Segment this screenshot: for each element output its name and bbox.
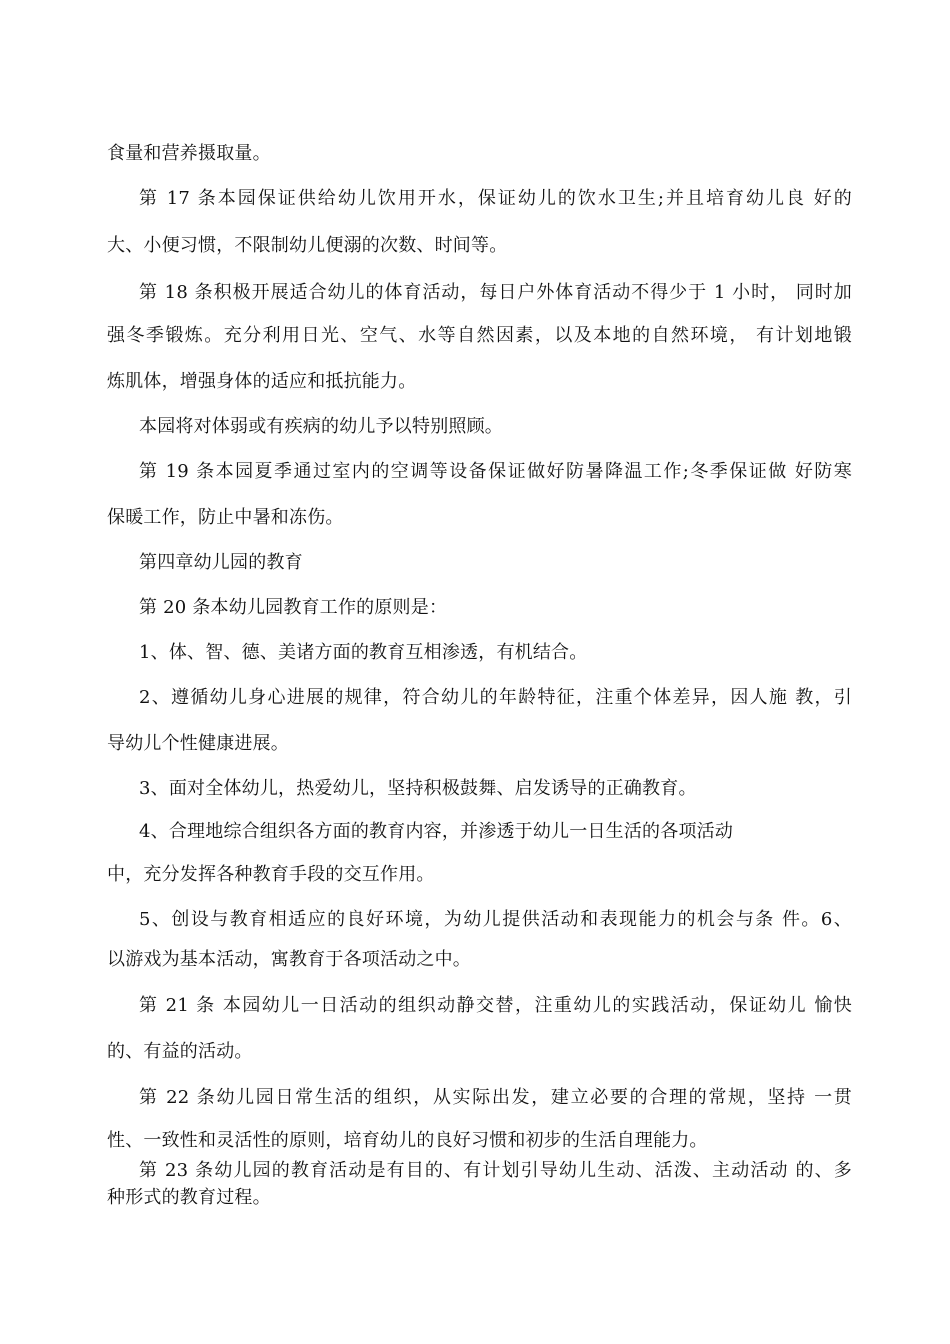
list-item: 1、体、智、德、美诸方面的教育互相渗透，有机结合。 bbox=[139, 642, 588, 663]
text-line: 食量和营养摄取量。 bbox=[107, 143, 271, 164]
article-21-line: 第 21 条 本园幼儿一日活动的组织动静交替，注重幼儿的实践活动，保证幼儿 愉快 bbox=[139, 995, 852, 1016]
text-line: 性、一致性和灵活性的原则，培育幼儿的良好习惯和初步的生活自理能力。 bbox=[107, 1130, 708, 1151]
list-item: 2、遵循幼儿身心进展的规律，符合幼儿的年龄特征，注重个体差异，因人施 教，引 bbox=[139, 687, 852, 708]
text-line: 导幼儿个性健康进展。 bbox=[107, 733, 289, 754]
article-23-line: 第 23 条幼儿园的教育活动是有目的、有计划引导幼儿生动、活泼、主动活动 的、多 bbox=[139, 1160, 852, 1181]
text-line: 大、小便习惯，不限制幼儿便溺的次数、时间等。 bbox=[107, 235, 508, 256]
article-22-line: 第 22 条幼儿园日常生活的组织，从实际出发，建立必要的合理的常规，坚持 一贯 bbox=[139, 1087, 852, 1108]
text-line: 以游戏为基本活动，寓教育于各项活动之中。 bbox=[107, 949, 471, 970]
text-line: 本园将对体弱或有疾病的幼儿予以特别照顾。 bbox=[139, 416, 503, 437]
article-19-line: 第 19 条本园夏季通过室内的空调等设备保证做好防暑降温工作;冬季保证做 好防寒 bbox=[139, 461, 852, 482]
list-item: 4、合理地综合组织各方面的教育内容，并渗透于幼儿一日生活的各项活动 bbox=[139, 821, 734, 842]
article-18-line: 第 18 条积极开展适合幼儿的体育活动，每日户外体育活动不得少于 1 小时， 同时加 bbox=[139, 282, 852, 303]
text-line: 种形式的教育过程。 bbox=[107, 1187, 271, 1208]
article-20-line: 第 20 条本幼儿园教育工作的原则是： bbox=[139, 597, 448, 618]
text-line: 炼肌体，增强身体的适应和抵抗能力。 bbox=[107, 371, 417, 392]
text-line: 强冬季锻炼。充分利用日光、空气、水等自然因素，以及本地的自然环境， 有计划地锻 bbox=[107, 325, 852, 346]
article-17-line: 第 17 条本园保证供给幼儿饮用开水，保证幼儿的饮水卫生;并且培育幼儿良 好的 bbox=[139, 188, 852, 209]
text-line: 保暖工作，防止中暑和冻伤。 bbox=[107, 507, 344, 528]
text-line: 的、有益的活动。 bbox=[107, 1041, 253, 1062]
list-item: 5、创设与教育相适应的良好环境，为幼儿提供活动和表现能力的机会与条 件。6、 bbox=[139, 909, 852, 930]
chapter-heading: 第四章幼儿园的教育 bbox=[139, 552, 303, 573]
list-item: 3、面对全体幼儿，热爱幼儿，坚持积极鼓舞、启发诱导的正确教育。 bbox=[139, 778, 697, 799]
text-line: 中，充分发挥各种教育手段的交互作用。 bbox=[107, 864, 435, 885]
